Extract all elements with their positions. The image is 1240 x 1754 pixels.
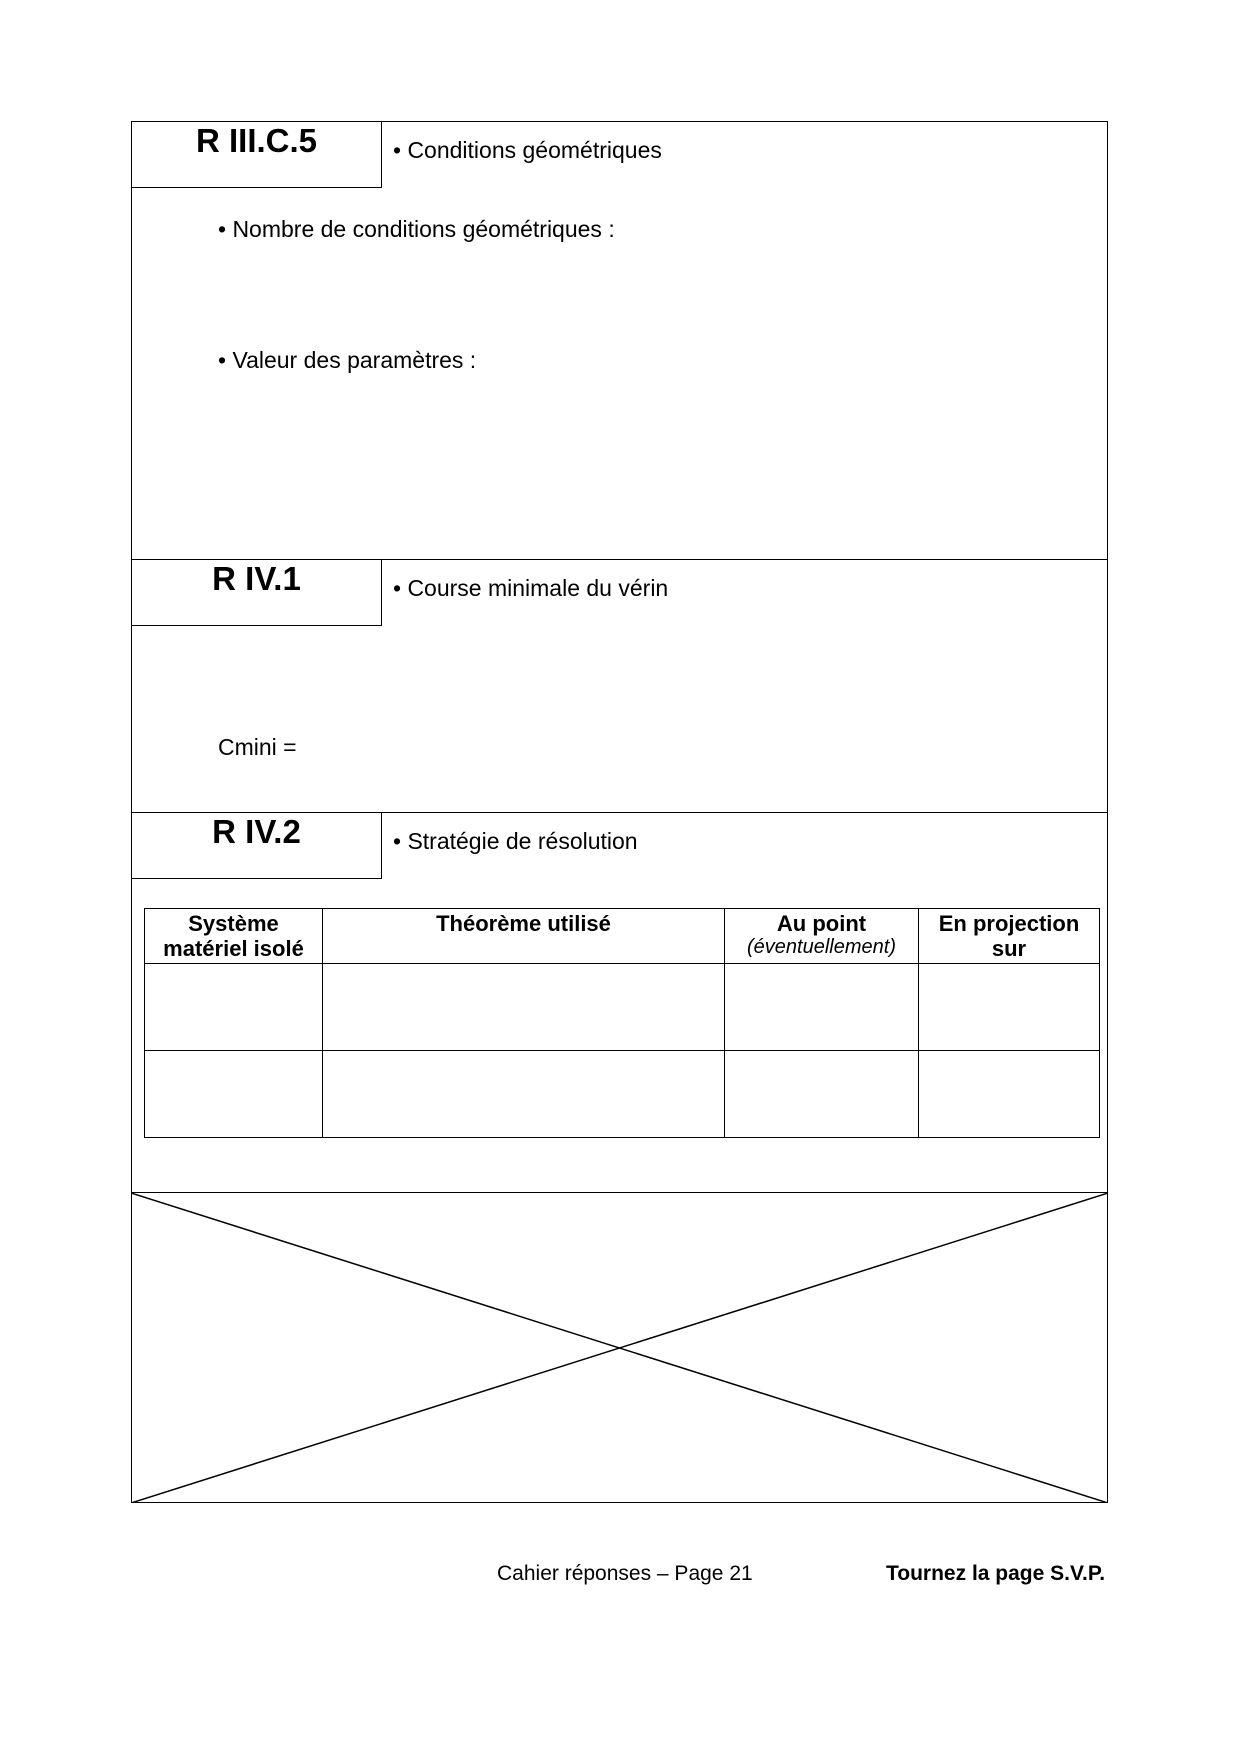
cmini-label: Cmini = (218, 734, 297, 760)
section-title-course: • Course minimale du vérin (393, 575, 669, 601)
crossed-out-area (131, 1193, 1108, 1503)
table-row (145, 1051, 1100, 1138)
header-theoreme: Théorème utilisé (323, 909, 725, 964)
answer-cell[interactable] (725, 1051, 919, 1138)
footer-page-label: Cahier réponses – Page 21 (497, 1562, 753, 1585)
question-nombre-conditions: • Nombre de conditions géométriques : (218, 216, 615, 242)
answer-cell[interactable] (323, 1051, 725, 1138)
answer-cell[interactable] (145, 1051, 323, 1138)
table-header-row (145, 909, 1100, 964)
section-id: R IV.1 (212, 560, 301, 597)
answer-cell[interactable] (919, 964, 1100, 1051)
header-projection: En projection sur (919, 909, 1100, 964)
section-id: R III.C.5 (195, 122, 318, 159)
answer-cell[interactable] (145, 964, 323, 1051)
header-au-point-note: (éventuellement) (747, 936, 896, 958)
section-id-box-r-iv2 (131, 812, 382, 879)
section-title-strategie: • Stratégie de résolution (393, 828, 638, 854)
answer-cell[interactable] (323, 964, 725, 1051)
answer-cell[interactable] (919, 1051, 1100, 1138)
strategy-table (144, 908, 1100, 1138)
header-systeme: Système matériel isolé (145, 909, 323, 964)
table-row (145, 964, 1100, 1051)
footer-turn-page: Tournez la page S.V.P. (886, 1562, 1106, 1585)
answer-cell[interactable] (725, 964, 919, 1051)
section-id-box-r-iv1 (131, 559, 382, 626)
section-title-conditions: • Conditions géométriques (393, 137, 662, 163)
section-id-box-r-iii-c5 (131, 121, 382, 188)
question-valeur-parametres: • Valeur des paramètres : (218, 347, 477, 373)
header-au-point-label: Au point (776, 911, 867, 936)
section-id: R IV.2 (212, 813, 301, 850)
header-au-point (725, 909, 919, 964)
